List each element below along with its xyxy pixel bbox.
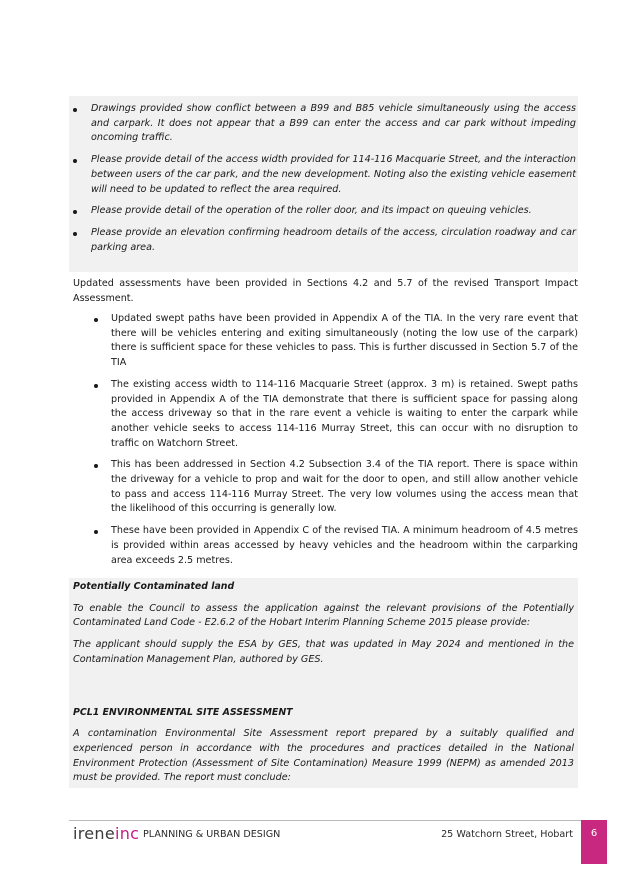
contamination-heading: Potentially Contaminated land [73,581,235,592]
list-item [69,153,578,197]
response-list [90,312,578,575]
spacer [73,675,574,706]
list-item [90,524,578,568]
bullet-icon [73,159,77,163]
response-text: These have been provided in Appendix C of the revised TIA. A minimum headroom of 4.5 metres is provided within areas accessed by heavy vehicles and the headroom within the carparking area exceeds 2.5 metres. [111,525,578,566]
logo-text-irene: irene [73,824,115,843]
list-item [90,378,578,452]
footer-address: 25 Watchorn Street, Hobart [441,829,573,840]
bullet-icon [73,232,77,236]
request-text: Please provide detail of the operation of the roller door, and its impact on queuing vehicles. [91,205,532,217]
bullet-icon [94,530,98,534]
council-request-box [69,96,578,272]
request-text: Drawings provided show conflict between a B99 and B85 vehicle simultaneously using the access and carpark. It does not appear that a B99 can enter the access and car park without impeding oncoming traffic. [91,103,576,144]
list-item [90,458,578,517]
contamination-supply: The applicant should supply the ESA by GES, that was updated in May 2024 and mentioned in the Contamination Management Plan, authored by GES. [73,639,574,665]
request-text: Please provide an elevation confirming headroom details of the access, circulation roadway and car parking area. [91,226,576,253]
response-text: Updated swept paths have been provided in Appendix A of the TIA. In the very rare event that there will be vehicles entering and exiting simultaneously (noting the low use of the carpark) there is sufficient space for these vehicles to pass. This is further discussed in Section 5.7 of the TIA [111,313,578,369]
list-item [69,226,578,255]
bullet-icon [94,318,98,322]
footer-tagline: PLANNING & URBAN DESIGN [143,829,281,840]
list-item [69,204,578,219]
response-text: The existing access width to 114-116 Macquarie Street (approx. 3 m) is retained. Swept paths provided in Appendix A of the TIA demonstrate that there is sufficient space for passing along the access driveway so that in the rare event a vehicle is waiting to enter the carpark while another vehicle seeks to access 114-116 Murray Street, this can occur with no disruption to traffic on Watchorn Street. [111,378,578,449]
response-text: This has been addressed in Section 4.2 Subsection 3.4 of the TIA report. There is space within the driveway for a vehicle to prop and wait for the door to open, and still allow another vehicle to pass and access 114-116 Murray Street. The very low volumes using the access mean that the likelihood of this occurring is generally low. [111,459,578,515]
bullet-icon [94,384,98,388]
bullet-icon [73,210,77,214]
list-item [69,102,578,146]
page-number-badge [581,820,607,864]
request-list [69,96,578,255]
contamination-box [69,578,578,788]
list-item [90,312,578,371]
contamination-intro: To enable the Council to assess the application against the relevant provisions of the Potentially Contaminated Land Code - E2.6.2 of the Hobart Interim Planning Scheme 2015 please provide: [73,602,574,629]
pcl1-heading: PCL1 ENVIRONMENTAL SITE ASSESSMENT [73,706,293,718]
page-number: 6 [590,828,598,839]
pcl1-text: A contamination Environmental Site Assessment report prepared by a suitably qualified and experienced person in accordance with the procedures and practices detailed in the National Environment Protection (Assessment of Site Contamination) Measure 1999 (NEPM) as amended 2013 must be provided. The report must conclude: [73,728,574,784]
bullet-icon [94,464,98,468]
bullet-icon [73,108,77,112]
logo [73,824,139,843]
logo-text-inc: inc [115,824,140,843]
response-intro: Updated assessments have been provided in Sections 4.2 and 5.7 of the revised Transport Impact Assessment. [73,278,578,304]
footer-divider [69,820,581,821]
request-text: Please provide detail of the access width provided for 114-116 Macquarie Street, and the interaction between users of the car park, and the new development. Noting also the existing vehicle easement will need to be updated to reflect the area required. [91,154,576,195]
